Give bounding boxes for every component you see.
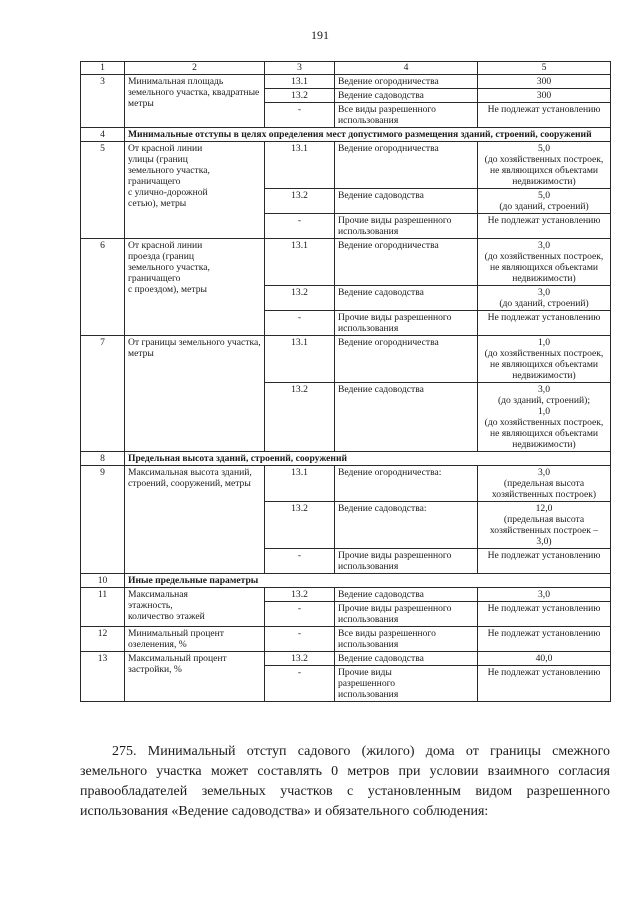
value-line: 12,0 bbox=[535, 503, 553, 514]
use-code: 13.2 bbox=[265, 89, 335, 103]
use-type: Все виды разрешенного использования bbox=[335, 103, 478, 128]
value-line: 5,0 bbox=[538, 190, 550, 201]
row-number: 6 bbox=[81, 239, 125, 336]
page-number: 191 bbox=[311, 28, 329, 42]
use-code: - bbox=[265, 214, 335, 239]
value-line: 5,0 bbox=[538, 143, 550, 154]
parameter-value: Не подлежат установлению bbox=[478, 103, 611, 128]
parameter-value bbox=[478, 502, 611, 549]
value-line: 1,0 bbox=[538, 406, 550, 417]
value-line: (до хозяйственных построек, bbox=[484, 154, 604, 165]
parameters-table bbox=[80, 61, 611, 702]
parameter-value: 40,0 bbox=[478, 652, 611, 666]
use-code: - bbox=[265, 311, 335, 336]
value-line: (до хозяйственных построек, bbox=[484, 417, 604, 428]
use-type: Ведение огородничества bbox=[335, 75, 478, 89]
value-line: (до зданий, строений) bbox=[499, 298, 589, 309]
section-row bbox=[81, 452, 611, 466]
value-line: хозяйственных построек) bbox=[491, 489, 597, 500]
value-line: (до хозяйственных построек, bbox=[484, 348, 604, 359]
use-type: Прочие виды разрешенного использования bbox=[335, 311, 478, 336]
parameter-value bbox=[478, 142, 611, 189]
value-line: хозяйственных построек – bbox=[489, 525, 599, 536]
use-code: 13.1 bbox=[265, 142, 335, 189]
use-type: Все виды разрешенного использования bbox=[335, 627, 478, 652]
parameter-name-line: От красной линии bbox=[128, 240, 203, 251]
value-line: (до хозяйственных построек, bbox=[484, 251, 604, 262]
use-code: 13.2 bbox=[265, 383, 335, 452]
use-type: Ведение садоводства bbox=[335, 89, 478, 103]
use-code: - bbox=[265, 549, 335, 574]
use-type: Ведение садоводства bbox=[335, 652, 478, 666]
parameter-name-line: этажность, bbox=[128, 600, 173, 611]
row-number: 4 bbox=[81, 128, 125, 142]
parameter-name: Максимальная высота зданий, строений, сооружений, метры bbox=[125, 466, 265, 574]
use-type-line: использования bbox=[338, 689, 399, 700]
section-title: Предельная высота зданий, строений, сооружений bbox=[125, 452, 611, 466]
value-line: 1,0 bbox=[538, 337, 550, 348]
use-code: - bbox=[265, 103, 335, 128]
parameter-value: Не подлежат установлению bbox=[478, 627, 611, 652]
table-row bbox=[81, 466, 611, 502]
parameter-value: 3,0 bbox=[478, 588, 611, 602]
parameter-value: Не подлежат установлению bbox=[478, 666, 611, 702]
section-title: Иные предельные параметры bbox=[125, 574, 611, 588]
parameter-name-line: граничащего bbox=[128, 176, 181, 187]
parameter-value: Не подлежат установлению bbox=[478, 311, 611, 336]
body-paragraph: 275. Минимальный отступ садового (жилого) дома от границы смежного земельного участка может составлять 0 метров при условии взаимного согласия правообладателей земельных участков с установленным видом разрешенного использования «Ведение садоводства» и обязательного соблюдения: bbox=[80, 744, 610, 819]
table-row bbox=[81, 627, 611, 652]
use-code: 13.1 bbox=[265, 336, 335, 383]
value-line: (до зданий, строений); bbox=[497, 395, 591, 406]
value-line: не являющихся объектами bbox=[489, 165, 599, 176]
use-type: Ведение садоводства bbox=[335, 383, 478, 452]
parameter-name-line: От красной линии bbox=[128, 143, 203, 154]
section-title: Минимальные отступы в целях определения мест допустимого размещения зданий, строений, сооружений bbox=[125, 128, 611, 142]
parameter-name-line: количество этажей bbox=[128, 611, 205, 622]
use-code: 13.1 bbox=[265, 466, 335, 502]
row-number: 3 bbox=[81, 75, 125, 128]
use-code: - bbox=[265, 627, 335, 652]
value-line: недвижимости) bbox=[512, 273, 576, 284]
parameter-name-line: с улично-дорожной bbox=[128, 187, 208, 198]
row-number: 7 bbox=[81, 336, 125, 452]
parameter-value bbox=[478, 383, 611, 452]
table-row bbox=[81, 75, 611, 89]
value-line: недвижимости) bbox=[512, 439, 576, 450]
use-type-line: Прочие виды bbox=[338, 667, 392, 678]
parameter-name-line: земельного участка, bbox=[128, 165, 210, 176]
use-type bbox=[335, 666, 478, 702]
use-code: 13.2 bbox=[265, 652, 335, 666]
use-code: 13.1 bbox=[265, 239, 335, 286]
value-line: (предельная высота bbox=[503, 478, 585, 489]
table-row bbox=[81, 239, 611, 286]
use-type: Ведение садоводства bbox=[335, 286, 478, 311]
header-cell: 4 bbox=[335, 62, 478, 75]
parameter-value: 300 bbox=[478, 89, 611, 103]
header-cell: 3 bbox=[265, 62, 335, 75]
value-line: недвижимости) bbox=[512, 176, 576, 187]
parameter-value: Не подлежат установлению bbox=[478, 214, 611, 239]
table-row bbox=[81, 652, 611, 666]
use-type-line: разрешенного bbox=[338, 678, 396, 689]
row-number: 5 bbox=[81, 142, 125, 239]
parameter-value: Не подлежат установлению bbox=[478, 602, 611, 627]
value-line: недвижимости) bbox=[512, 370, 576, 381]
parameter-value bbox=[478, 189, 611, 214]
parameter-value bbox=[478, 239, 611, 286]
value-line: 3,0) bbox=[536, 536, 552, 547]
value-line: (предельная высота bbox=[503, 514, 585, 525]
use-code: 13.2 bbox=[265, 189, 335, 214]
parameter-value bbox=[478, 466, 611, 502]
header-cell: 2 bbox=[125, 62, 265, 75]
table-row bbox=[81, 142, 611, 189]
row-number: 13 bbox=[81, 652, 125, 702]
use-type: Ведение садоводства: bbox=[335, 502, 478, 549]
use-type: Ведение садоводства bbox=[335, 189, 478, 214]
use-code: 13.2 bbox=[265, 588, 335, 602]
value-line: 3,0 bbox=[538, 240, 550, 251]
value-line: 3,0 bbox=[538, 467, 550, 478]
parameter-value bbox=[478, 336, 611, 383]
value-line: 3,0 bbox=[538, 287, 550, 298]
parameter-value: 300 bbox=[478, 75, 611, 89]
parameter-name: Максимальный процент застройки, % bbox=[125, 652, 265, 702]
parameter-value bbox=[478, 286, 611, 311]
use-code: 13.2 bbox=[265, 502, 335, 549]
value-line: не являющихся объектами bbox=[489, 428, 599, 439]
use-type: Ведение огородничества: bbox=[335, 466, 478, 502]
section-row bbox=[81, 574, 611, 588]
use-type: Ведение огородничества bbox=[335, 142, 478, 189]
use-code: 13.1 bbox=[265, 75, 335, 89]
parameter-name: Минимальный процент озеленения, % bbox=[125, 627, 265, 652]
parameter-name-line: проезда (границ bbox=[128, 251, 194, 262]
value-line: (до зданий, строений) bbox=[499, 201, 589, 212]
parameter-name bbox=[125, 588, 265, 627]
parameter-name-line: с проездом), метры bbox=[128, 284, 207, 295]
parameter-name-line: земельного участка, bbox=[128, 262, 210, 273]
header-cell: 5 bbox=[478, 62, 611, 75]
parameter-value: Не подлежат установлению bbox=[478, 549, 611, 574]
parameter-name-line: сетью), метры bbox=[128, 198, 187, 209]
use-code: 13.2 bbox=[265, 286, 335, 311]
row-number: 8 bbox=[81, 452, 125, 466]
parameter-name-line: улицы (границ bbox=[128, 154, 188, 165]
parameter-name-line: граничащего bbox=[128, 273, 181, 284]
use-code: - bbox=[265, 666, 335, 702]
value-line: не являющихся объектами bbox=[489, 359, 599, 370]
value-line: 3,0 bbox=[538, 384, 550, 395]
parameter-name: От границы земельного участка, метры bbox=[125, 336, 265, 452]
use-type: Ведение садоводства bbox=[335, 588, 478, 602]
use-type: Ведение огородничества bbox=[335, 239, 478, 286]
parameter-name: Минимальная площадь земельного участка, квадратные метры bbox=[125, 75, 265, 128]
use-type: Ведение огородничества bbox=[335, 336, 478, 383]
row-number: 12 bbox=[81, 627, 125, 652]
use-type: Прочие виды разрешенного использования bbox=[335, 549, 478, 574]
row-number: 9 bbox=[81, 466, 125, 574]
table-row bbox=[81, 588, 611, 602]
section-row bbox=[81, 128, 611, 142]
parameter-name bbox=[125, 239, 265, 336]
use-type: Прочие виды разрешенного использования bbox=[335, 602, 478, 627]
row-number: 10 bbox=[81, 574, 125, 588]
table-row bbox=[81, 336, 611, 383]
use-type: Прочие виды разрешенного использования bbox=[335, 214, 478, 239]
header-cell: 1 bbox=[81, 62, 125, 75]
parameter-name-line: Максимальная bbox=[128, 589, 188, 600]
parameter-name bbox=[125, 142, 265, 239]
table-header-row bbox=[81, 62, 611, 75]
use-code: - bbox=[265, 602, 335, 627]
row-number: 11 bbox=[81, 588, 125, 627]
value-line: не являющихся объектами bbox=[489, 262, 599, 273]
